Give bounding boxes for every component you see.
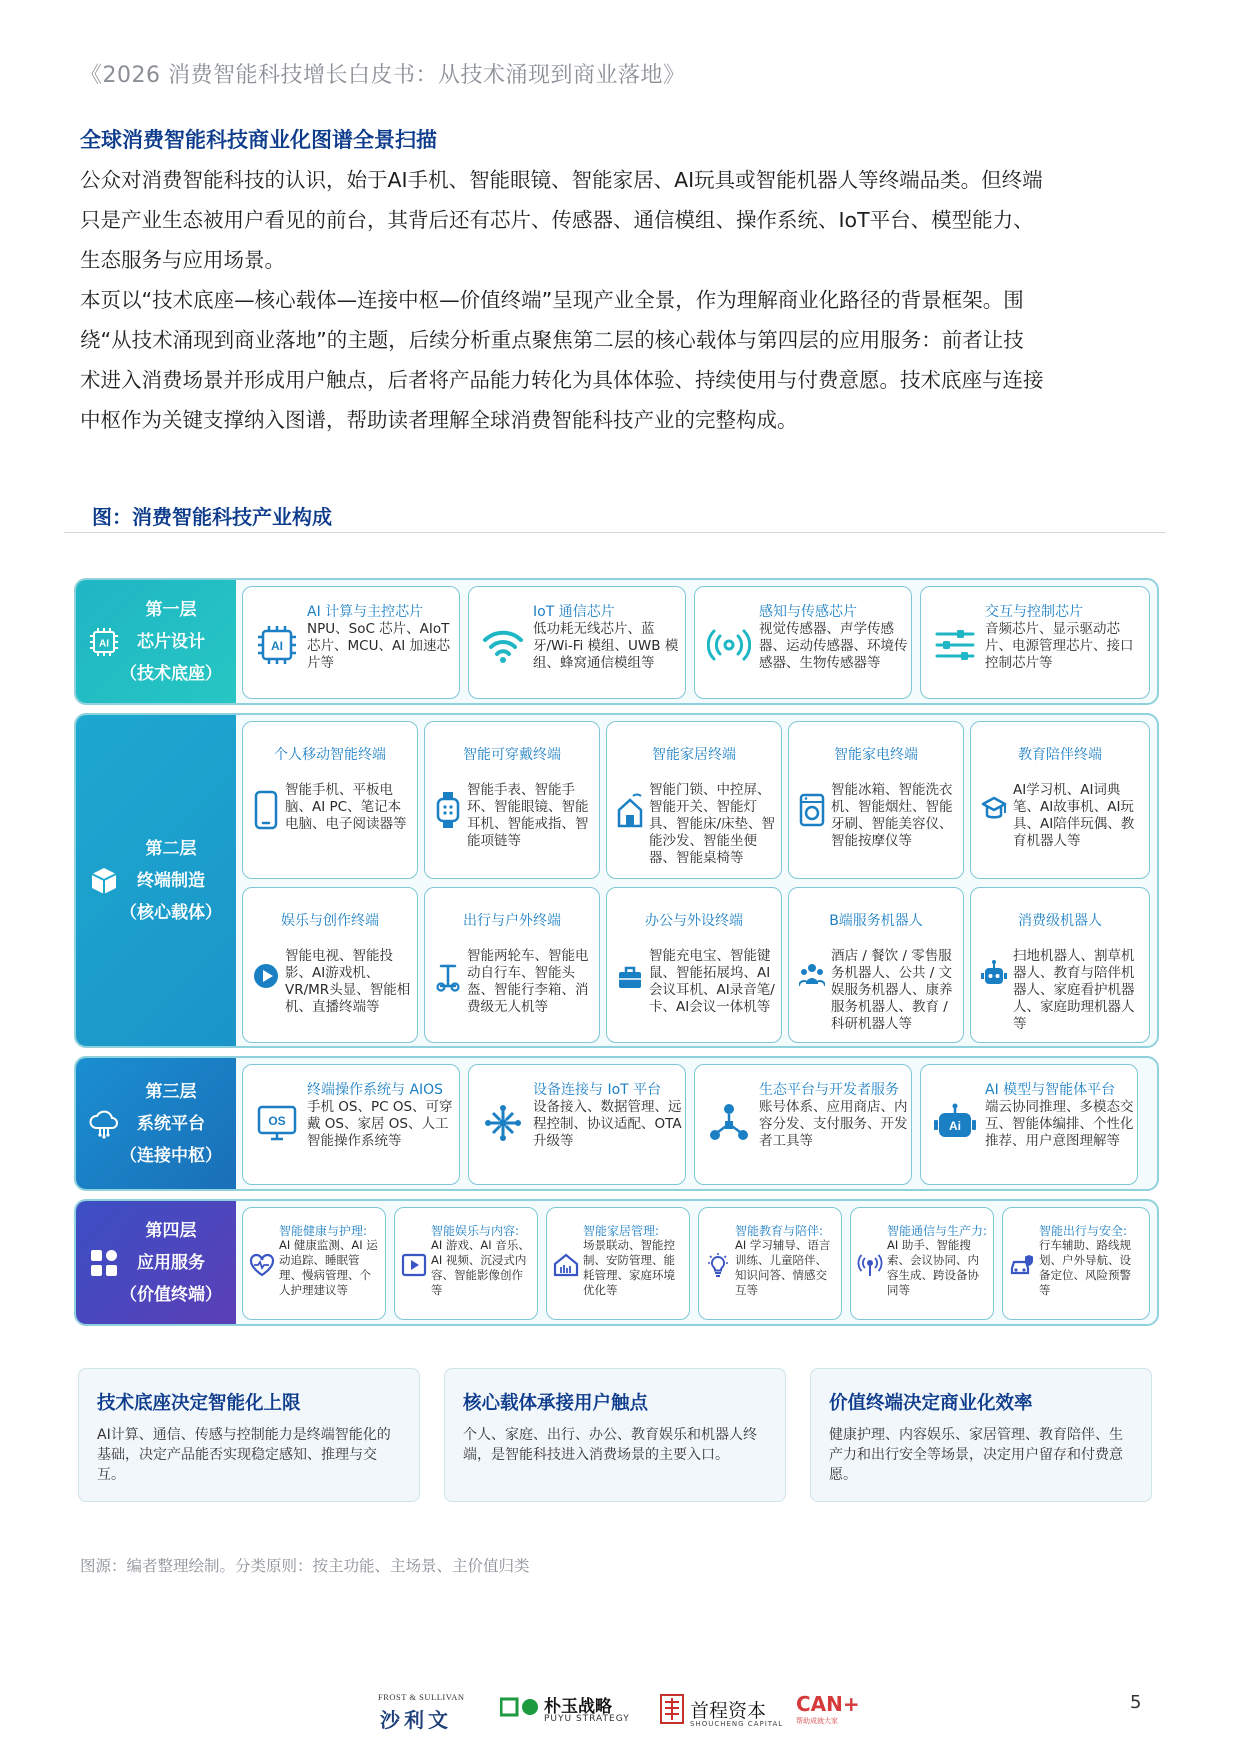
summary-title: 核心载体承接用户触点 — [463, 1393, 649, 1414]
summary-box — [78, 1368, 420, 1502]
layer-4-card — [850, 1207, 994, 1320]
layer-2-card — [970, 887, 1150, 1043]
layer-2-card — [606, 721, 782, 879]
summary-box — [444, 1368, 786, 1502]
card-body: 智能手表、智能手环、智能眼镜、智能耳机、智能戒指、智能项链等 — [467, 782, 589, 849]
layer-2-card — [242, 721, 418, 879]
summary-body: 个人、家庭、出行、办公、教育娱乐和机器人终端，是智能科技进入消费场景的主要入口。 — [463, 1427, 757, 1463]
layer-4-label: 应用服务 — [137, 1252, 205, 1273]
card-body: NPU、SoC 芯片、AIoT 芯片、MCU、AI 加速芯片等 — [307, 621, 450, 671]
ecosystem-icon — [707, 1101, 751, 1145]
home-control-icon — [553, 1252, 579, 1278]
can-plus-name: CAN+ — [796, 1692, 860, 1716]
ai-chip-icon — [255, 623, 299, 667]
card-title: 交互与控制芯片 — [985, 604, 1083, 620]
car-icon — [1009, 1252, 1035, 1278]
card-title: 智能家居管理: — [583, 1224, 660, 1238]
card-title: 智能出行与安全: — [1039, 1224, 1128, 1238]
smart-home-icon — [617, 790, 643, 830]
card-body: 智能电视、智能投影、AI游戏机、VR/MR头显、智能相机、直播终端等 — [285, 948, 411, 1015]
layer-2-card — [424, 887, 600, 1043]
summary-body: 健康护理、内容娱乐、家居管理、教育陪伴、生产力和出行安全等场景，决定用户留存和付费意愿。 — [829, 1427, 1123, 1483]
layer-1-label: （技术底座） — [120, 663, 222, 684]
layer-4-card — [546, 1207, 690, 1320]
layer-1-card — [468, 586, 686, 699]
layer-4-card — [1002, 1207, 1150, 1320]
wifi-icon — [481, 623, 525, 667]
layer-2-card — [788, 721, 964, 879]
phone-icon — [253, 790, 279, 830]
layer-4-card — [242, 1207, 386, 1320]
lightbulb-icon — [705, 1252, 731, 1278]
puyu-mark-icon — [500, 1696, 540, 1718]
svg-text:AI: AI — [271, 639, 283, 653]
heart-icon — [249, 1252, 275, 1278]
card-title: 智能通信与生产力: — [887, 1224, 988, 1238]
summary-box — [810, 1368, 1152, 1502]
card-body: 设备接入、数据管理、远程控制、协议适配、OTA 升级等 — [533, 1099, 682, 1149]
team-icon — [799, 956, 825, 996]
scooter-icon — [435, 956, 461, 996]
layer-2-band — [76, 715, 236, 1046]
card-title: 感知与传感芯片 — [759, 604, 857, 620]
card-title: 娱乐与创作终端 — [281, 913, 379, 929]
layer-3-label: 系统平台 — [137, 1113, 205, 1134]
watch-icon — [435, 790, 461, 830]
puyu-name: 朴玉战略 — [544, 1697, 612, 1717]
card-title: 智能家居终端 — [652, 747, 736, 763]
card-body: 手机 OS、PC OS、可穿戴 OS、家居 OS、人工智能操作系统等 — [307, 1099, 453, 1149]
card-body: 智能充电宝、智能键鼠、智能拓展坞、AI会议耳机、AI录音笔/卡、AI会议一体机等 — [649, 948, 775, 1015]
card-title: 智能家电终端 — [834, 747, 918, 763]
puyu-subtitle: PUYU STRATEGY — [544, 1714, 630, 1724]
layer-1 — [74, 578, 1159, 705]
layer-4 — [74, 1199, 1159, 1326]
layer-1-card — [694, 586, 912, 699]
summary-title: 技术底座决定智能化上限 — [97, 1393, 301, 1414]
card-title: 办公与外设终端 — [645, 913, 743, 929]
layer-3 — [74, 1056, 1159, 1191]
card-title: 生态平台与开发者服务 — [759, 1082, 899, 1098]
layer-4-card — [394, 1207, 538, 1320]
intro-line: 生态服务与应用场景。 — [80, 248, 285, 272]
office-icon — [617, 956, 643, 996]
card-body: 场景联动、智能控制、安防管理、能耗管理、家庭环境优化等 — [583, 1238, 675, 1297]
svg-text:OS: OS — [268, 1114, 286, 1128]
card-title: 终端操作系统与 AIOS — [307, 1082, 444, 1098]
card-body: 行车辅助、路线规划、户外导航、设备定位、风险预警等 — [1039, 1238, 1131, 1297]
svg-text:Ai: Ai — [949, 1119, 961, 1133]
can-plus-slogan: 帮助成就大家 — [796, 1717, 838, 1725]
card-body: 视觉传感器、声学传感器、运动传感器、环境传感器、生物传感器等 — [759, 621, 908, 671]
card-title: 消费级机器人 — [1018, 913, 1102, 929]
layer-2-card — [788, 887, 964, 1043]
summary-title: 价值终端决定商业化效率 — [829, 1393, 1033, 1414]
signal-icon — [707, 623, 751, 667]
card-title: 智能可穿戴终端 — [463, 747, 561, 763]
puyu-logo — [500, 1690, 640, 1730]
page-number: 5 — [1130, 1692, 1142, 1713]
card-title: 设备连接与 IoT 平台 — [533, 1082, 662, 1098]
layer-1-card — [242, 586, 460, 699]
shoucheng-name: 首程资本 — [690, 1701, 767, 1722]
layer-3-card — [694, 1064, 912, 1185]
layer-4-label: （价值终端） — [120, 1284, 222, 1305]
layer-3-label: （连接中枢） — [120, 1145, 222, 1166]
card-body: AI 游戏、AI 音乐、AI 视频、沉浸式内容、智能影像创作等 — [431, 1238, 530, 1297]
card-body: 智能手机、平板电脑、AI PC、笔记本电脑、电子阅读器等 — [285, 782, 407, 832]
intro-line: 中枢作为关键支撑纳入图谱，帮助读者理解全球消费智能科技产业的完整构成。 — [80, 408, 798, 432]
card-body: 账号体系、应用商店、内容分发、支付服务、开发者工具等 — [759, 1099, 908, 1149]
figure-divider — [64, 532, 1166, 533]
layer-3-card — [920, 1064, 1138, 1185]
layer-4-band — [76, 1201, 236, 1324]
washer-icon — [799, 790, 825, 830]
layer-2-card — [606, 887, 782, 1043]
card-body: AI学习机、AI词典笔、AI故事机、AI玩具、AI陪伴玩偶、教育机器人等 — [1013, 782, 1135, 849]
shoucheng-subtitle: SHOUCHENG CAPITAL — [690, 1720, 784, 1728]
card-title: AI 计算与主控芯片 — [307, 604, 424, 620]
sliders-icon — [933, 623, 977, 667]
card-title: IoT 通信芯片 — [533, 604, 615, 620]
shoucheng-mark-icon — [660, 1694, 684, 1724]
card-body: 酒店 / 餐饮 / 零售服务机器人、公共 / 文娱服务机器人、康养服务机器人、教育 / 科研机器人等 — [831, 948, 953, 1032]
card-title: 出行与户外终端 — [463, 913, 561, 929]
frost-sullivan-name: 沙利文 — [380, 1708, 452, 1732]
card-title: 智能健康与护理: — [279, 1224, 368, 1238]
card-title: 个人移动智能终端 — [274, 747, 386, 763]
network-icon — [481, 1101, 525, 1145]
intro-line: 绕“从技术涌现到商业落地”的主题，后续分析重点聚焦第二层的核心载体与第四层的应用服务：前者让技 — [80, 328, 1024, 352]
card-body: 智能门锁、中控屏、智能开关、智能灯具、智能床/床垫、智能沙发、智能坐便器、智能桌椅等 — [649, 782, 776, 866]
card-body: 智能冰箱、智能洗衣机、智能烟灶、智能牙刷、智能美容仪、智能按摩仪等 — [831, 782, 953, 849]
figure-title: 图：消费智能科技产业构成 — [92, 505, 332, 529]
robot-icon — [981, 956, 1007, 996]
card-body: 扫地机器人、割草机器人、教育与陪伴机器人、家庭看护机器人、家庭助理机器人等 — [1013, 948, 1135, 1032]
card-body: AI 健康监测、AI 运动追踪、睡眠管理、慢病管理、个人护理建议等 — [279, 1238, 378, 1297]
layer-3-card — [468, 1064, 686, 1185]
intro-paragraph — [80, 160, 1160, 440]
layer-3-label: 第三层 — [145, 1081, 197, 1102]
card-body: 智能两轮车、智能电动自行车、智能头盔、智能行李箱、消费级无人机等 — [467, 948, 589, 1015]
card-body: 端云协同推理、多模态交互、智能体编排、个性化推荐、用户意图理解等 — [985, 1099, 1134, 1149]
card-title: B端服务机器人 — [829, 913, 923, 929]
layer-1-label: 芯片设计 — [137, 631, 205, 652]
can-plus-logo — [796, 1690, 866, 1730]
layer-3-band — [76, 1058, 236, 1189]
layer-2-label: （核心载体） — [120, 902, 222, 923]
summary-body: AI计算、通信、传感与控制能力是终端智能化的基础，决定产品能否实现稳定感知、推理与交互。 — [97, 1427, 391, 1483]
layer-4-card — [698, 1207, 842, 1320]
card-title: 教育陪伴终端 — [1018, 747, 1102, 763]
layer-3-card — [242, 1064, 460, 1185]
card-title: 智能教育与陪伴: — [735, 1224, 824, 1238]
frost-sullivan-logo — [378, 1690, 478, 1730]
card-body: AI 助手、智能搜索、会议协同、内容生成、跨设备协同等 — [887, 1238, 979, 1297]
layer-2-label: 第二层 — [145, 838, 197, 859]
frost-sullivan-wordmark: FROST & SULLIVAN — [378, 1692, 465, 1702]
card-body: AI 学习辅导、语言训练、儿童陪伴、知识问答、情感交互等 — [735, 1238, 831, 1297]
ai-robot-icon — [933, 1101, 977, 1145]
broadcast-icon — [857, 1252, 883, 1278]
card-body: 音频芯片、显示驱动芯片、电源管理芯片、接口控制芯片等 — [985, 621, 1134, 671]
figure-source: 图源：编者整理绘制。分类原则：按主功能、主场景、主价值归类 — [80, 1557, 530, 1575]
running-head: 《2026 消费智能科技增长白皮书：从技术涌现到商业落地》 — [80, 63, 686, 88]
media-icon — [401, 1252, 427, 1278]
intro-line: 公众对消费智能科技的认识，始于AI手机、智能眼镜、智能家居、AI玩具或智能机器人等终端品类。但终端 — [80, 168, 1043, 192]
layer-2 — [74, 713, 1159, 1048]
os-icon — [255, 1101, 299, 1145]
section-title: 全球消费智能科技商业化图谱全景扫描 — [80, 128, 437, 152]
shoucheng-logo — [660, 1690, 790, 1730]
card-title: 智能娱乐与内容: — [431, 1224, 520, 1238]
intro-line: 本页以“技术底座—核心载体—连接中枢—价值终端”呈现产业全景，作为理解商业化路径的背景框架。围 — [80, 288, 1024, 312]
layer-2-card — [970, 721, 1150, 879]
svg-text:AI: AI — [99, 638, 109, 649]
layer-2-label: 终端制造 — [137, 870, 205, 891]
layer-2-card — [424, 721, 600, 879]
layer-1-label: 第一层 — [145, 599, 197, 620]
play-icon — [253, 956, 279, 996]
layer-1-band — [76, 580, 236, 703]
layer-4-label: 第四层 — [145, 1220, 197, 1241]
layer-2-card — [242, 887, 418, 1043]
intro-line: 只是产业生态被用户看见的前台，其背后还有芯片、传感器、通信模组、操作系统、IoT平台、模型能力、 — [80, 208, 1034, 232]
education-icon — [981, 790, 1007, 830]
layer-1-card — [920, 586, 1150, 699]
card-body: 低功耗无线芯片、蓝牙/Wi-Fi 模组、UWB 模组、蜂窝通信模组等 — [533, 621, 679, 671]
intro-line: 术进入消费场景并形成用户触点，后者将产品能力转化为具体体验、持续使用与付费意愿。技术底座与连接 — [80, 368, 1044, 392]
card-title: AI 模型与智能体平台 — [985, 1082, 1116, 1098]
